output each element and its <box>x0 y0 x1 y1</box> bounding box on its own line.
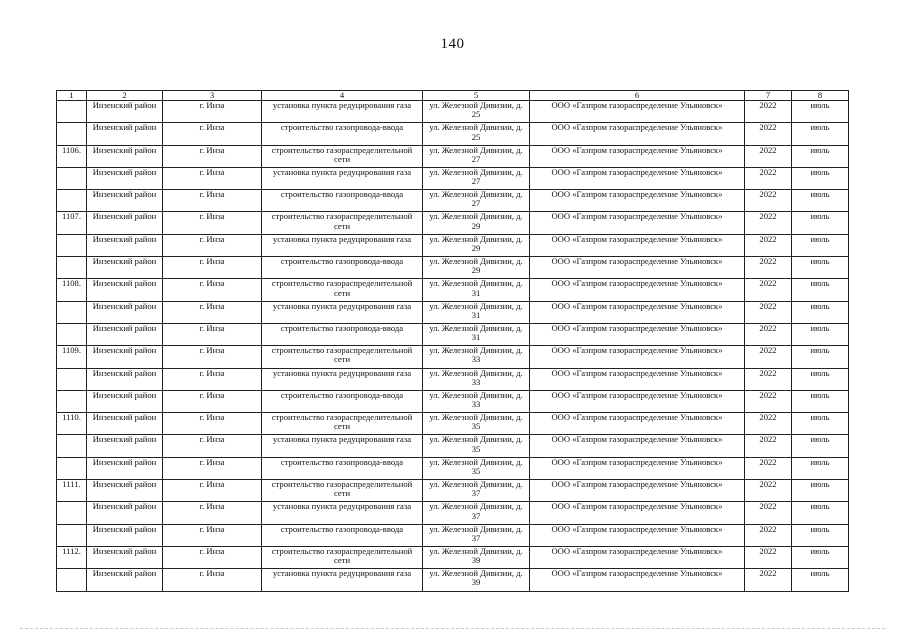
row-number <box>57 234 87 256</box>
organization-cell: ООО «Газпром газораспределение Ульяновск» <box>530 502 745 524</box>
city-cell: г. Инза <box>163 413 262 435</box>
district-cell: Инзенский район <box>87 234 163 256</box>
address-cell: ул. Железной Дивизии, д. 37 <box>423 502 530 524</box>
year-cell: 2022 <box>745 546 792 568</box>
district-cell: Инзенский район <box>87 346 163 368</box>
work-type-cell: установка пункта редуцирования газа <box>262 502 423 524</box>
work-type-cell: строительство газораспределительной сети <box>262 346 423 368</box>
city-cell: г. Инза <box>163 569 262 591</box>
district-cell: Инзенский район <box>87 145 163 167</box>
table-row <box>57 323 849 345</box>
column-number-row <box>57 91 849 101</box>
address-cell: ул. Железной Дивизии, д. 27 <box>423 167 530 189</box>
month-cell: июль <box>792 279 849 301</box>
row-number: 1109. <box>57 346 87 368</box>
organization-cell: ООО «Газпром газораспределение Ульяновск» <box>530 257 745 279</box>
work-type-cell: строительство газораспределительной сети <box>262 279 423 301</box>
table-row <box>57 145 849 167</box>
district-cell: Инзенский район <box>87 435 163 457</box>
column-number: 3 <box>163 91 262 101</box>
scan-edge-line <box>20 628 885 633</box>
district-cell: Инзенский район <box>87 257 163 279</box>
row-number: 1108. <box>57 279 87 301</box>
row-number: 1110. <box>57 413 87 435</box>
city-cell: г. Инза <box>163 502 262 524</box>
work-type-cell: установка пункта редуцирования газа <box>262 368 423 390</box>
row-number <box>57 435 87 457</box>
organization-cell: ООО «Газпром газораспределение Ульяновск» <box>530 480 745 502</box>
address-cell: ул. Железной Дивизии, д. 39 <box>423 569 530 591</box>
address-cell: ул. Железной Дивизии, д. 37 <box>423 480 530 502</box>
table-row <box>57 457 849 479</box>
organization-cell: ООО «Газпром газораспределение Ульяновск» <box>530 457 745 479</box>
address-cell: ул. Железной Дивизии, д. 27 <box>423 145 530 167</box>
row-number <box>57 323 87 345</box>
work-type-cell: установка пункта редуцирования газа <box>262 435 423 457</box>
row-number <box>57 457 87 479</box>
table-row <box>57 413 849 435</box>
row-number <box>57 101 87 123</box>
district-cell: Инзенский район <box>87 524 163 546</box>
work-type-cell: строительство газораспределительной сети <box>262 480 423 502</box>
city-cell: г. Инза <box>163 145 262 167</box>
organization-cell: ООО «Газпром газораспределение Ульяновск» <box>530 234 745 256</box>
district-cell: Инзенский район <box>87 368 163 390</box>
address-cell: ул. Железной Дивизии, д. 29 <box>423 234 530 256</box>
district-cell: Инзенский район <box>87 301 163 323</box>
district-cell: Инзенский район <box>87 323 163 345</box>
month-cell: июль <box>792 257 849 279</box>
year-cell: 2022 <box>745 435 792 457</box>
address-cell: ул. Железной Дивизии, д. 29 <box>423 212 530 234</box>
column-number: 2 <box>87 91 163 101</box>
year-cell: 2022 <box>745 480 792 502</box>
year-cell: 2022 <box>745 390 792 412</box>
table-row <box>57 502 849 524</box>
district-cell: Инзенский район <box>87 502 163 524</box>
work-type-cell: строительство газораспределительной сети <box>262 413 423 435</box>
year-cell: 2022 <box>745 279 792 301</box>
city-cell: г. Инза <box>163 323 262 345</box>
work-type-cell: строительство газораспределительной сети <box>262 212 423 234</box>
table-row <box>57 569 849 591</box>
work-type-cell: строительство газопровода-ввода <box>262 524 423 546</box>
organization-cell: ООО «Газпром газораспределение Ульяновск» <box>530 368 745 390</box>
table-row <box>57 546 849 568</box>
city-cell: г. Инза <box>163 190 262 212</box>
address-cell: ул. Железной Дивизии, д. 31 <box>423 323 530 345</box>
district-cell: Инзенский район <box>87 546 163 568</box>
city-cell: г. Инза <box>163 480 262 502</box>
year-cell: 2022 <box>745 190 792 212</box>
month-cell: июль <box>792 301 849 323</box>
city-cell: г. Инза <box>163 546 262 568</box>
city-cell: г. Инза <box>163 524 262 546</box>
year-cell: 2022 <box>745 257 792 279</box>
organization-cell: ООО «Газпром газораспределение Ульяновск» <box>530 346 745 368</box>
address-cell: ул. Железной Дивизии, д. 33 <box>423 368 530 390</box>
work-type-cell: установка пункта редуцирования газа <box>262 301 423 323</box>
row-number: 1111. <box>57 480 87 502</box>
organization-cell: ООО «Газпром газораспределение Ульяновск» <box>530 123 745 145</box>
row-number <box>57 190 87 212</box>
district-cell: Инзенский район <box>87 212 163 234</box>
city-cell: г. Инза <box>163 301 262 323</box>
work-type-cell: установка пункта редуцирования газа <box>262 569 423 591</box>
district-cell: Инзенский район <box>87 457 163 479</box>
work-type-cell: строительство газопровода-ввода <box>262 123 423 145</box>
work-type-cell: строительство газопровода-ввода <box>262 190 423 212</box>
district-cell: Инзенский район <box>87 279 163 301</box>
table-row <box>57 301 849 323</box>
year-cell: 2022 <box>745 234 792 256</box>
organization-cell: ООО «Газпром газораспределение Ульяновск» <box>530 279 745 301</box>
month-cell: июль <box>792 569 849 591</box>
year-cell: 2022 <box>745 101 792 123</box>
table-row <box>57 123 849 145</box>
column-number: 6 <box>530 91 745 101</box>
month-cell: июль <box>792 323 849 345</box>
work-type-cell: строительство газораспределительной сети <box>262 546 423 568</box>
row-number <box>57 257 87 279</box>
organization-cell: ООО «Газпром газораспределение Ульяновск» <box>530 323 745 345</box>
table-row <box>57 279 849 301</box>
city-cell: г. Инза <box>163 346 262 368</box>
month-cell: июль <box>792 145 849 167</box>
table-row <box>57 390 849 412</box>
city-cell: г. Инза <box>163 368 262 390</box>
year-cell: 2022 <box>745 167 792 189</box>
city-cell: г. Инза <box>163 101 262 123</box>
table-row <box>57 190 849 212</box>
table-row <box>57 101 849 123</box>
city-cell: г. Инза <box>163 212 262 234</box>
row-number <box>57 390 87 412</box>
city-cell: г. Инза <box>163 390 262 412</box>
district-cell: Инзенский район <box>87 569 163 591</box>
month-cell: июль <box>792 413 849 435</box>
district-cell: Инзенский район <box>87 480 163 502</box>
row-number <box>57 569 87 591</box>
district-cell: Инзенский район <box>87 413 163 435</box>
address-cell: ул. Железной Дивизии, д. 25 <box>423 123 530 145</box>
gas-works-table <box>56 90 849 592</box>
district-cell: Инзенский район <box>87 101 163 123</box>
organization-cell: ООО «Газпром газораспределение Ульяновск» <box>530 569 745 591</box>
month-cell: июль <box>792 190 849 212</box>
address-cell: ул. Железной Дивизии, д. 31 <box>423 279 530 301</box>
organization-cell: ООО «Газпром газораспределение Ульяновск» <box>530 524 745 546</box>
table-row <box>57 212 849 234</box>
address-cell: ул. Железной Дивизии, д. 33 <box>423 346 530 368</box>
organization-cell: ООО «Газпром газораспределение Ульяновск» <box>530 212 745 234</box>
month-cell: июль <box>792 390 849 412</box>
work-type-cell: строительство газораспределительной сети <box>262 145 423 167</box>
address-cell: ул. Железной Дивизии, д. 33 <box>423 390 530 412</box>
work-type-cell: строительство газопровода-ввода <box>262 323 423 345</box>
row-number <box>57 123 87 145</box>
month-cell: июль <box>792 435 849 457</box>
month-cell: июль <box>792 346 849 368</box>
year-cell: 2022 <box>745 346 792 368</box>
work-type-cell: строительство газопровода-ввода <box>262 390 423 412</box>
year-cell: 2022 <box>745 457 792 479</box>
address-cell: ул. Железной Дивизии, д. 25 <box>423 101 530 123</box>
city-cell: г. Инза <box>163 167 262 189</box>
table-row <box>57 167 849 189</box>
row-number <box>57 524 87 546</box>
row-number: 1107. <box>57 212 87 234</box>
table-row <box>57 257 849 279</box>
month-cell: июль <box>792 457 849 479</box>
column-number: 8 <box>792 91 849 101</box>
month-cell: июль <box>792 480 849 502</box>
organization-cell: ООО «Газпром газораспределение Ульяновск» <box>530 101 745 123</box>
work-type-cell: строительство газопровода-ввода <box>262 257 423 279</box>
year-cell: 2022 <box>745 212 792 234</box>
district-cell: Инзенский район <box>87 167 163 189</box>
city-cell: г. Инза <box>163 435 262 457</box>
address-cell: ул. Железной Дивизии, д. 35 <box>423 413 530 435</box>
month-cell: июль <box>792 524 849 546</box>
month-cell: июль <box>792 502 849 524</box>
address-cell: ул. Железной Дивизии, д. 39 <box>423 546 530 568</box>
work-type-cell: установка пункта редуцирования газа <box>262 167 423 189</box>
organization-cell: ООО «Газпром газораспределение Ульяновск» <box>530 435 745 457</box>
year-cell: 2022 <box>745 323 792 345</box>
row-number: 1112. <box>57 546 87 568</box>
address-cell: ул. Железной Дивизии, д. 27 <box>423 190 530 212</box>
year-cell: 2022 <box>745 502 792 524</box>
district-cell: Инзенский район <box>87 390 163 412</box>
month-cell: июль <box>792 234 849 256</box>
year-cell: 2022 <box>745 569 792 591</box>
organization-cell: ООО «Газпром газораспределение Ульяновск» <box>530 413 745 435</box>
organization-cell: ООО «Газпром газораспределение Ульяновск» <box>530 390 745 412</box>
year-cell: 2022 <box>745 368 792 390</box>
address-cell: ул. Железной Дивизии, д. 35 <box>423 435 530 457</box>
work-type-cell: установка пункта редуцирования газа <box>262 234 423 256</box>
month-cell: июль <box>792 101 849 123</box>
address-cell: ул. Железной Дивизии, д. 31 <box>423 301 530 323</box>
page-number: 140 <box>440 36 465 52</box>
address-cell: ул. Железной Дивизии, д. 29 <box>423 257 530 279</box>
year-cell: 2022 <box>745 301 792 323</box>
column-number: 5 <box>423 91 530 101</box>
column-number: 1 <box>57 91 87 101</box>
year-cell: 2022 <box>745 145 792 167</box>
city-cell: г. Инза <box>163 457 262 479</box>
organization-cell: ООО «Газпром газораспределение Ульяновск» <box>530 301 745 323</box>
city-cell: г. Инза <box>163 279 262 301</box>
year-cell: 2022 <box>745 413 792 435</box>
table-row <box>57 524 849 546</box>
month-cell: июль <box>792 167 849 189</box>
city-cell: г. Инза <box>163 123 262 145</box>
organization-cell: ООО «Газпром газораспределение Ульяновск» <box>530 145 745 167</box>
table-row <box>57 480 849 502</box>
address-cell: ул. Железной Дивизии, д. 37 <box>423 524 530 546</box>
table-body <box>57 101 849 592</box>
row-number <box>57 301 87 323</box>
row-number <box>57 368 87 390</box>
month-cell: июль <box>792 123 849 145</box>
row-number: 1106. <box>57 145 87 167</box>
district-cell: Инзенский район <box>87 190 163 212</box>
table-row <box>57 435 849 457</box>
month-cell: июль <box>792 368 849 390</box>
organization-cell: ООО «Газпром газораспределение Ульяновск» <box>530 190 745 212</box>
organization-cell: ООО «Газпром газораспределение Ульяновск» <box>530 546 745 568</box>
work-type-cell: установка пункта редуцирования газа <box>262 101 423 123</box>
column-number: 4 <box>262 91 423 101</box>
row-number <box>57 167 87 189</box>
city-cell: г. Инза <box>163 234 262 256</box>
organization-cell: ООО «Газпром газораспределение Ульяновск» <box>530 167 745 189</box>
table-row <box>57 368 849 390</box>
month-cell: июль <box>792 212 849 234</box>
table-row <box>57 346 849 368</box>
work-type-cell: строительство газопровода-ввода <box>262 457 423 479</box>
year-cell: 2022 <box>745 123 792 145</box>
month-cell: июль <box>792 546 849 568</box>
district-cell: Инзенский район <box>87 123 163 145</box>
column-number: 7 <box>745 91 792 101</box>
row-number <box>57 502 87 524</box>
year-cell: 2022 <box>745 524 792 546</box>
city-cell: г. Инза <box>163 257 262 279</box>
address-cell: ул. Железной Дивизии, д. 35 <box>423 457 530 479</box>
table-row <box>57 234 849 256</box>
